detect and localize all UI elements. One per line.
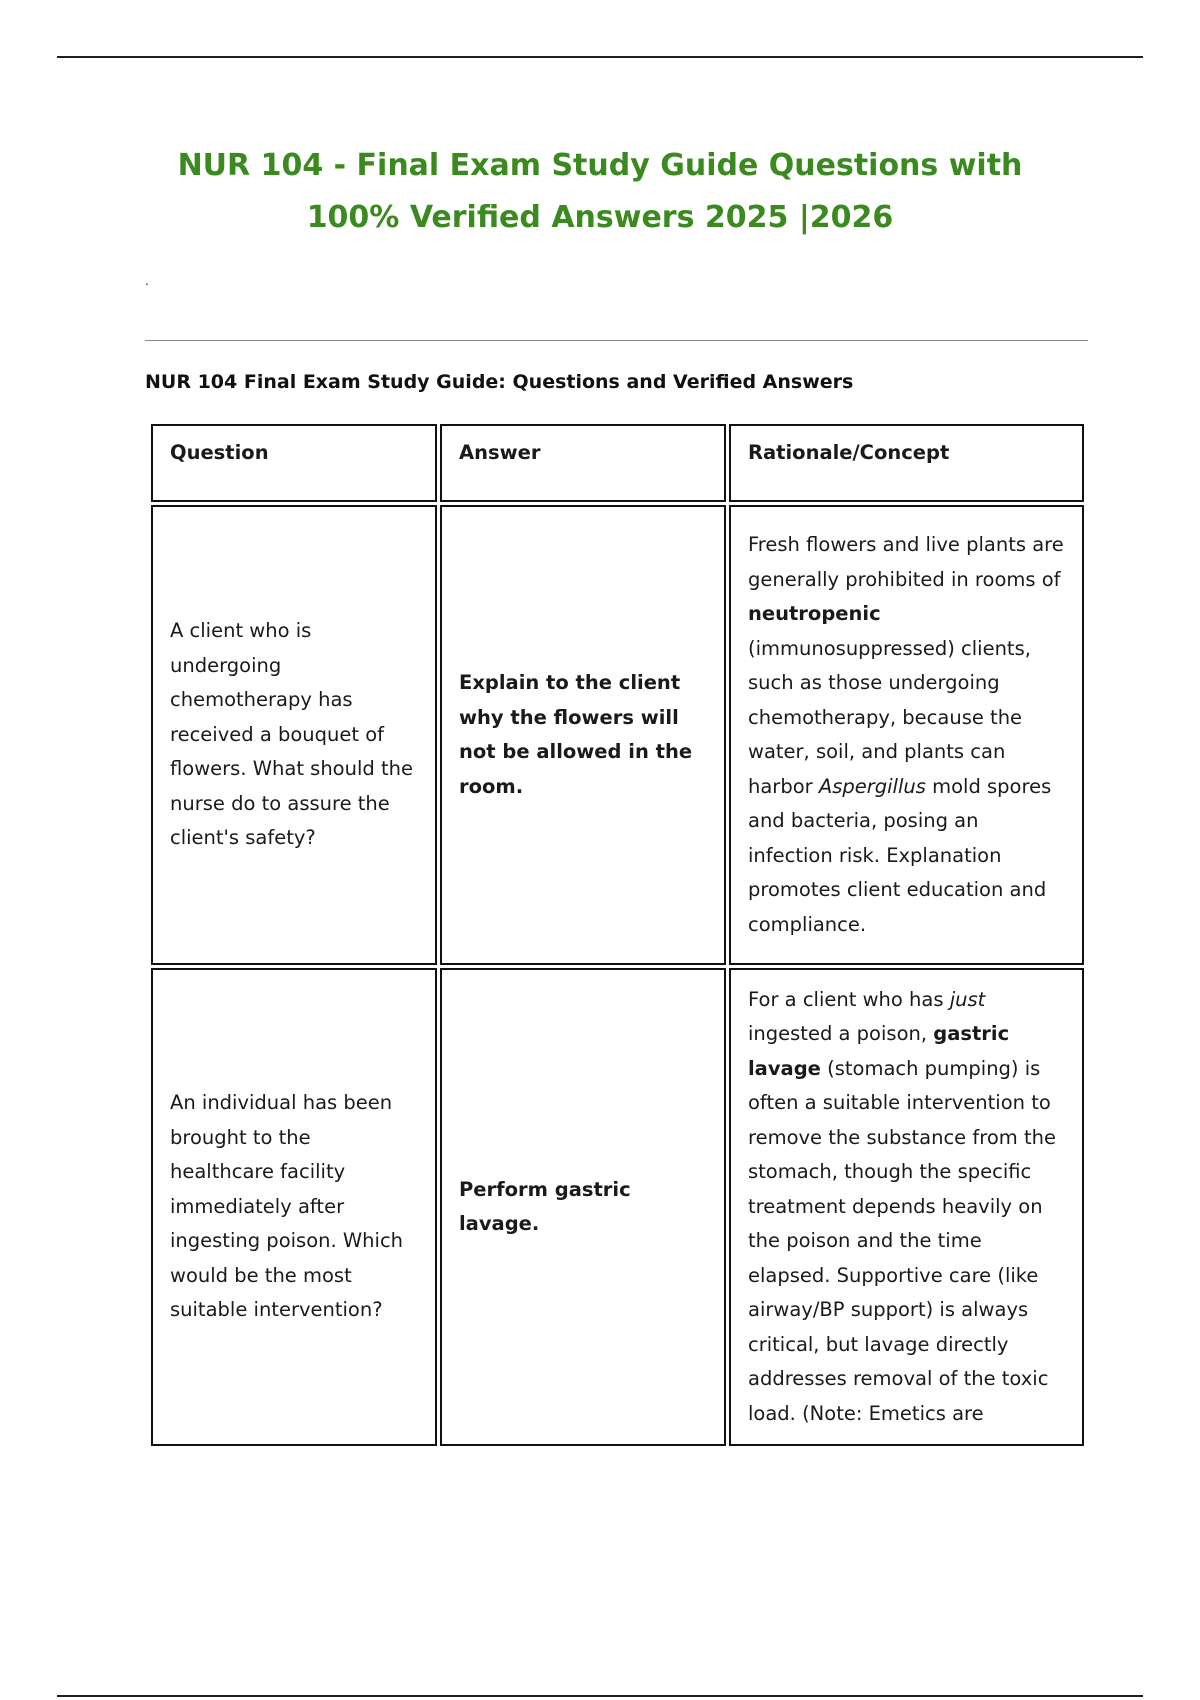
rationale-text: For a client who has — [748, 987, 950, 1011]
table-row — [151, 968, 1084, 1446]
rationale-text: (immunosuppressed) clients, such as those undergoing chemotherapy, because the water, soil, and plants can harbor — [748, 636, 1031, 798]
rationale-italic-term: Aspergillus — [818, 774, 926, 798]
rationale-text: (stomach pumping) is often a suitable intervention to remove the substance from the stomach, though the specific treatment depends heavily on the poison and the time elapsed. Supportive care (like airway/BP support) is always critical, but lavage directly addresses removal of the toxic load. (Note: Emetics are — [748, 1056, 1056, 1425]
rationale-text: mold spores and bacteria, posing an infection risk. Explanation promotes client education and compliance. — [748, 774, 1052, 936]
title-line-1: NUR 104 - Final Exam Study Guide Questions with — [177, 148, 1023, 183]
answer-cell: Explain to the client why the flowers will not be allowed in the room. — [440, 505, 726, 965]
rationale-italic-term: just — [949, 987, 986, 1011]
answer-cell: Perform gastric lavage. — [440, 968, 726, 1446]
section-divider — [145, 340, 1088, 341]
header-answer: Answer — [440, 424, 726, 502]
question-cell: An individual has been brought to the healthcare facility immediately after ingesting poison. Which would be the most suitable intervention? — [151, 968, 437, 1446]
rationale-text: ingested a poison, — [748, 1022, 934, 1046]
document-title — [100, 140, 1100, 244]
table-header-row — [151, 424, 1084, 502]
rationale-cell — [729, 505, 1084, 965]
top-rule — [57, 56, 1143, 58]
header-rationale: Rationale/Concept — [729, 424, 1084, 502]
title-line-2: 100% Verified Answers 2025 |2026 — [306, 200, 894, 235]
table-row — [151, 505, 1084, 965]
header-question: Question — [151, 424, 437, 502]
rationale-bold-term: neutropenic — [748, 602, 881, 625]
dot-marker: . — [145, 272, 149, 288]
question-cell: A client who is undergoing chemotherapy has received a bouquet of flowers. What should the nurse do to assure the client's safety? — [151, 505, 437, 965]
rationale-bold-term: gastric lavage — [748, 1022, 1010, 1080]
rationale-cell — [729, 968, 1084, 1446]
rationale-text: Fresh flowers and live plants are generally prohibited in rooms of — [748, 533, 1064, 591]
study-guide-table — [148, 421, 1087, 1449]
bottom-rule — [57, 1695, 1143, 1697]
section-subtitle: NUR 104 Final Exam Study Guide: Questions and Verified Answers — [145, 371, 854, 393]
